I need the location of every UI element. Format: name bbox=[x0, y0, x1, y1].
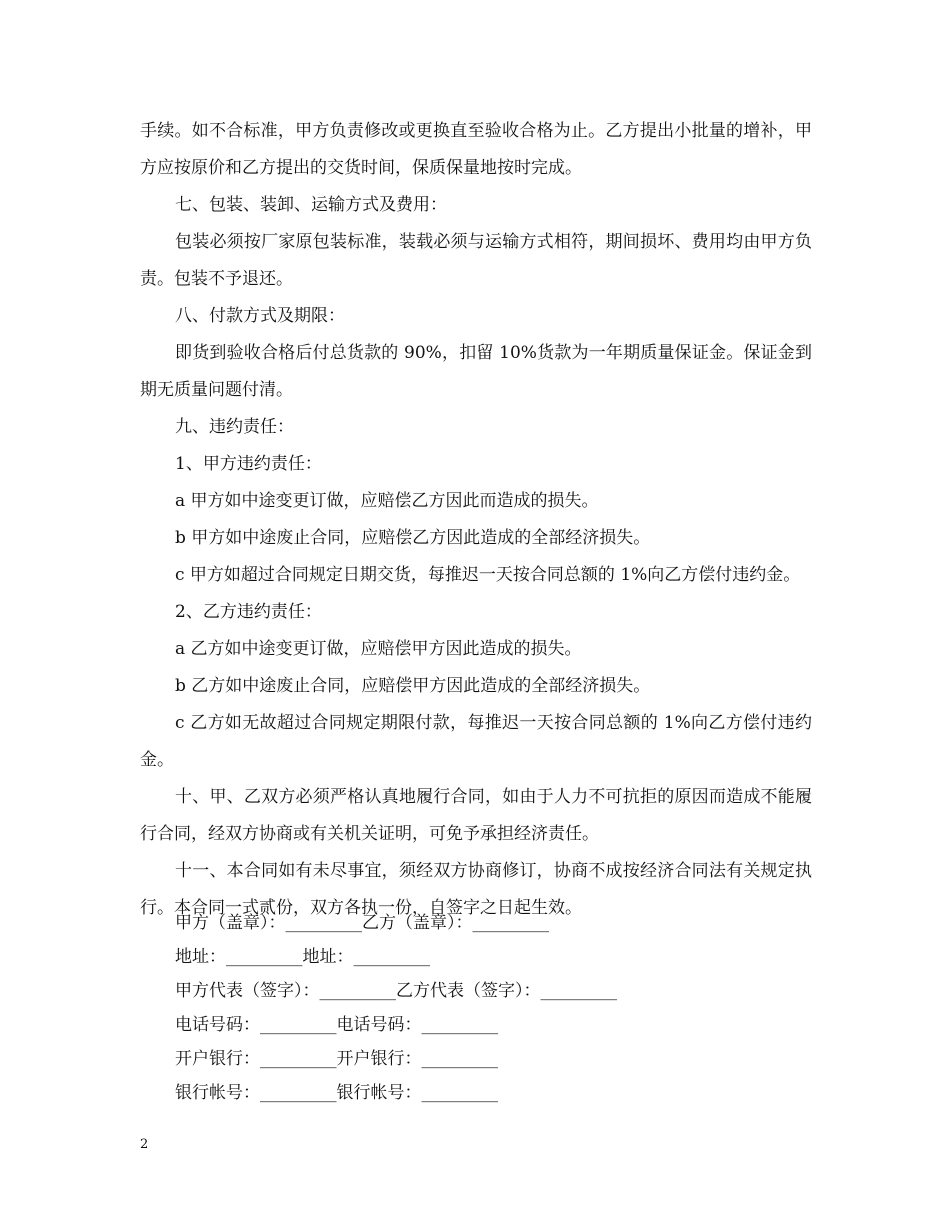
signature-line-representative: 甲方代表（签字）：_________乙方代表（签字）：_________ bbox=[175, 981, 617, 1001]
clause-b-a: a 乙方如中途变更订做，应赔偿甲方因此造成的损失。 bbox=[175, 639, 582, 659]
paragraph-payment: 即货到验收合格后付总货款的 90%，扣留 10%货款为一年期质量保证金。保证金到期无质量问题付清。 bbox=[140, 343, 812, 400]
signature-line-address: 地址：_________地址：_________ bbox=[175, 947, 430, 967]
contract-body bbox=[140, 113, 812, 927]
heading-packaging: 七、包装、装卸、运输方式及费用： bbox=[175, 195, 447, 215]
heading-party-a-breach: 1、甲方违约责任： bbox=[175, 454, 322, 474]
clause-a-b: b 甲方如中途废止合同，应赔偿乙方因此造成的全部经济损失。 bbox=[175, 528, 651, 548]
clause-a-c: c 甲方如超过合同规定日期交货，每推迟一天按合同总额的 1%向乙方偿付违约金。 bbox=[175, 565, 801, 585]
signature-line-account: 银行帐号：_________银行帐号：_________ bbox=[175, 1083, 498, 1103]
signature-block bbox=[175, 906, 815, 1110]
signature-line-seal: 甲方（盖章）：_________乙方（盖章）：_________ bbox=[175, 913, 549, 933]
paragraph-continuation: 手续。如不合标准，甲方负责修改或更换直至验收合格为止。乙方提出小批量的增补，甲方应按原价和乙方提出的交货时间，保质保量地按时完成。 bbox=[140, 121, 812, 178]
page-number: 2 bbox=[140, 1137, 149, 1152]
heading-breach: 九、违约责任： bbox=[175, 417, 294, 437]
signature-line-bank: 开户银行：_________开户银行：_________ bbox=[175, 1049, 498, 1069]
heading-party-b-breach: 2、乙方违约责任： bbox=[175, 602, 322, 622]
paragraph-packaging: 包装必须按厂家原包装标准，装载必须与运输方式相符，期间损坏、费用均由甲方负责。包装不予退还。 bbox=[140, 232, 812, 289]
heading-payment: 八、付款方式及期限： bbox=[175, 306, 345, 326]
clause-b-b: b 乙方如中途废止合同，应赔偿甲方因此造成的全部经济损失。 bbox=[175, 676, 651, 696]
paragraph-force-majeure: 十、甲、乙双方必须严格认真地履行合同，如由于人力不可抗拒的原因而造成不能履行合同，经双方协商或有关机关证明，可免予承担经济责任。 bbox=[140, 787, 812, 844]
clause-a-a: a 甲方如中途变更订做，应赔偿乙方因此而造成的损失。 bbox=[175, 491, 599, 511]
clause-b-c: c 乙方如无故超过合同规定期限付款，每推迟一天按合同总额的 1%向乙方偿付违约金。 bbox=[140, 713, 812, 770]
signature-line-phone: 电话号码：_________电话号码：_________ bbox=[175, 1015, 498, 1035]
paragraph-effectiveness: 十一、本合同如有未尽事宜，须经双方协商修订，协商不成按经济合同法有关规定执行。本合同一式贰份，双方各执一份，自签字之日起生效。 bbox=[140, 861, 812, 918]
